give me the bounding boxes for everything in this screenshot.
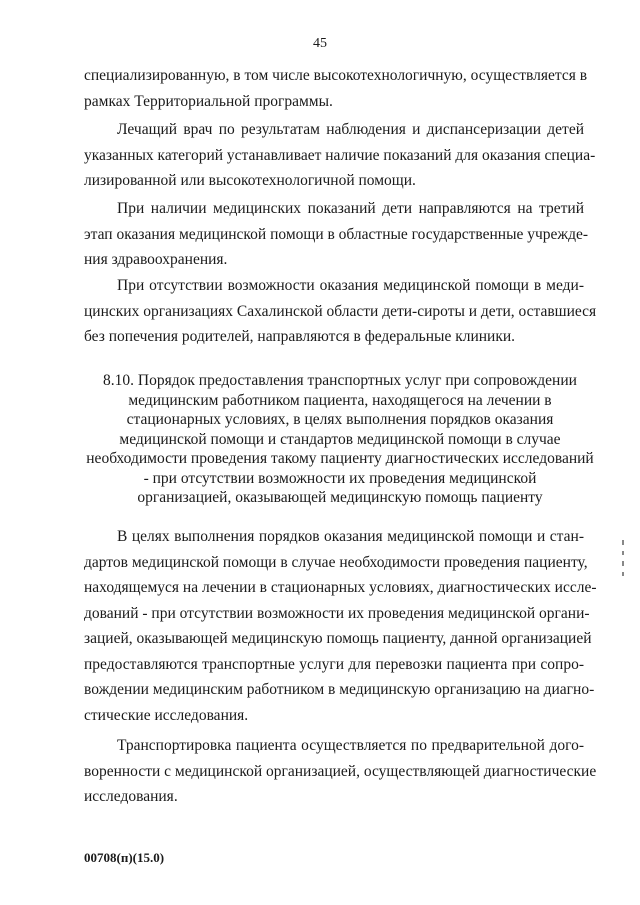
- text-line: В целях выполнения порядков оказания медицинской помощи и стан-: [117, 528, 584, 545]
- heading-line: медицинской помощи и стандартов медицинской помощи в случае: [119, 430, 561, 448]
- section-heading: [84, 371, 596, 508]
- text-line: дартов медицинской помощи в случае необходимости проведения пациенту,: [84, 553, 588, 571]
- text-line: Лечащий врач по результатам наблюдения и диспансеризации детей: [117, 121, 584, 138]
- text-line: Транспортировка пациента осуществляется по предварительной дого-: [117, 737, 584, 754]
- text-line: находящемуся на лечении в стационарных условиях, диагностических иссле-: [84, 579, 597, 596]
- text-line: без попечения родителей, направляются в федеральные клиники.: [84, 328, 516, 345]
- text-line: лизированной или высокотехнологичной помощи.: [84, 172, 416, 189]
- heading-line: организацией, оказывающей медицинскую помощь пациенту: [137, 489, 543, 506]
- scan-margin-mark: [622, 540, 624, 545]
- text-line: указанных категорий устанавливает наличие показаний для оказания специа-: [84, 146, 596, 164]
- text-line: цинских организациях Сахалинской области дети-сироты и дети, оставшиеся: [84, 302, 597, 320]
- paragraph-third-stage: [84, 196, 589, 273]
- heading-line: стационарных условиях, в целях выполнения порядков оказания: [126, 411, 554, 428]
- paragraph-continuation: [84, 63, 588, 114]
- text-line: этап оказания медицинской помощи в областные государственные учрежде-: [84, 225, 589, 243]
- page-number: 45: [313, 36, 327, 51]
- heading-line: необходимости проведения такому пациенту диагностических исследований: [86, 450, 594, 467]
- text-line: вождении медицинским работником в медицинскую организацию на диагно-: [84, 681, 595, 698]
- text-line: ния здравоохранения.: [84, 251, 228, 268]
- scan-margin-mark: [622, 561, 624, 566]
- heading-line: 8.10. Порядок предоставления транспортных услуг при сопровождении: [103, 372, 577, 389]
- text-line: рамках Территориальной программы.: [84, 92, 333, 110]
- text-line: предоставляются транспортные услуги для перевозки пациента при сопро-: [84, 655, 584, 673]
- text-line: При наличии медицинских показаний дети направляются на третий: [117, 200, 584, 217]
- text-line: При отсутствии возможности оказания медицинской помощи в меди-: [117, 277, 584, 294]
- text-line: воренности с медицинской организацией, осуществляющей диагностические: [84, 762, 597, 780]
- paragraph-transportation-agreement: [84, 733, 597, 810]
- text-line: специализированную, в том числе высокотехнологичную, осуществляется в: [84, 67, 588, 84]
- text-line: стические исследования.: [84, 706, 249, 724]
- paragraph-attending-physician: [84, 117, 596, 194]
- paragraph-federal-clinics: [84, 273, 597, 350]
- text-line: дований - при отсутствии возможности их проведения медицинской органи-: [84, 604, 590, 622]
- document-code: 00708(п)(15.0): [84, 850, 165, 865]
- heading-line: - при отсутствии возможности их проведения медицинской: [143, 469, 537, 487]
- scan-margin-mark: [622, 572, 624, 576]
- text-line: зацией, оказывающей медицинскую помощь пациенту, данной организацией: [84, 630, 592, 647]
- heading-line: медицинским работником пациента, находящегося на лечении в: [128, 391, 552, 409]
- text-line: исследования.: [84, 788, 178, 805]
- paragraph-transport-services: [84, 524, 597, 728]
- scan-margin-mark: [622, 551, 624, 555]
